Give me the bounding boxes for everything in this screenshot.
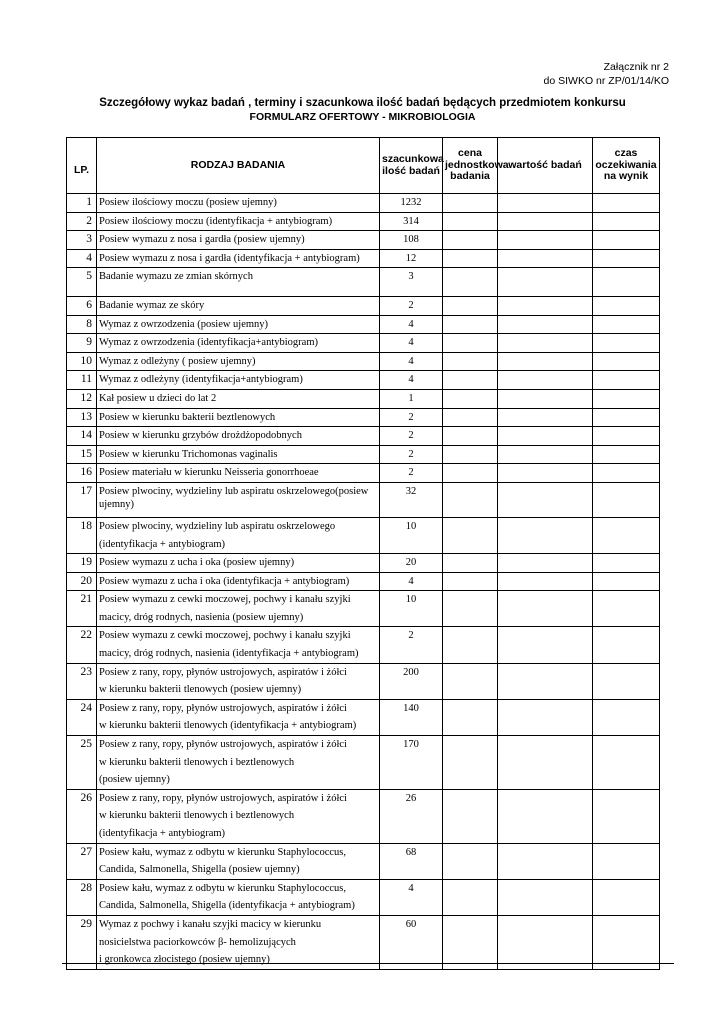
estimated-quantity: 20 bbox=[380, 554, 443, 573]
unit-price-cell[interactable] bbox=[443, 627, 498, 663]
unit-price-cell[interactable] bbox=[443, 482, 498, 517]
exam-description bbox=[97, 389, 380, 408]
exam-description-line: (identyfikacja + antybiogram) bbox=[99, 828, 226, 839]
unit-price-cell[interactable] bbox=[443, 554, 498, 573]
exam-description-line: w kierunku bakterii tlenowych (posiew ujemny) bbox=[99, 684, 302, 696]
row-number: 13 bbox=[67, 408, 97, 427]
exam-description bbox=[97, 464, 380, 483]
table-row bbox=[67, 334, 660, 353]
waiting-time-cell[interactable] bbox=[593, 843, 660, 879]
table-row bbox=[67, 389, 660, 408]
exam-description-line: Posiew wymazu z ucha i oka (posiew ujemny) bbox=[99, 557, 295, 569]
unit-price-cell[interactable] bbox=[443, 699, 498, 735]
table-row bbox=[67, 789, 660, 843]
exam-description-line: Badanie wymazu ze zmian skórnych bbox=[99, 271, 253, 283]
estimated-quantity: 26 bbox=[380, 789, 443, 843]
unit-price-cell[interactable] bbox=[443, 591, 498, 627]
row-number: 12 bbox=[67, 389, 97, 408]
table-row bbox=[67, 663, 660, 699]
exam-description bbox=[97, 249, 380, 268]
total-value-cell[interactable] bbox=[498, 389, 593, 408]
estimated-quantity: 2 bbox=[380, 445, 443, 464]
estimated-quantity: 2 bbox=[380, 296, 443, 315]
exam-description-line: Posiew w kierunku bakterii beztlenowych bbox=[99, 411, 276, 423]
unit-price-cell[interactable] bbox=[443, 389, 498, 408]
table-row bbox=[67, 915, 660, 969]
total-value-cell[interactable] bbox=[498, 371, 593, 390]
row-number: 14 bbox=[67, 427, 97, 446]
waiting-time-cell[interactable] bbox=[593, 554, 660, 573]
table-row bbox=[67, 249, 660, 268]
row-number: 17 bbox=[67, 482, 97, 517]
exam-description-line: Badanie wymaz ze skóry bbox=[99, 299, 205, 311]
estimated-quantity: 4 bbox=[380, 371, 443, 390]
waiting-time-cell[interactable] bbox=[593, 212, 660, 231]
row-number: 16 bbox=[67, 464, 97, 483]
exam-description-line: Wymaz z owrzodzenia (identyfikacja+antybiogram) bbox=[99, 337, 318, 349]
exam-description bbox=[97, 879, 380, 915]
unit-price-cell[interactable] bbox=[443, 352, 498, 371]
exam-description-line: Kał posiew u dzieci do lat 2 bbox=[99, 392, 217, 404]
unit-price-cell[interactable] bbox=[443, 572, 498, 591]
estimated-quantity: 4 bbox=[380, 879, 443, 915]
estimated-quantity: 108 bbox=[380, 231, 443, 250]
estimated-quantity: 68 bbox=[380, 843, 443, 879]
total-value-cell[interactable] bbox=[498, 408, 593, 427]
exam-description bbox=[97, 663, 380, 699]
total-value-cell[interactable] bbox=[498, 699, 593, 735]
unit-price-cell[interactable] bbox=[443, 408, 498, 427]
exam-description bbox=[97, 843, 380, 879]
row-number: 27 bbox=[67, 843, 97, 879]
total-value-cell[interactable] bbox=[498, 352, 593, 371]
waiting-time-cell[interactable] bbox=[593, 879, 660, 915]
waiting-time-cell[interactable] bbox=[593, 663, 660, 699]
row-number: 15 bbox=[67, 445, 97, 464]
estimated-quantity: 170 bbox=[380, 736, 443, 790]
table-row bbox=[67, 231, 660, 250]
row-number: 20 bbox=[67, 572, 97, 591]
total-value-cell[interactable] bbox=[498, 482, 593, 517]
unit-price-cell[interactable] bbox=[443, 663, 498, 699]
unit-price-cell[interactable] bbox=[443, 445, 498, 464]
total-value-cell[interactable] bbox=[498, 572, 593, 591]
exam-description bbox=[97, 789, 380, 843]
exam-description-line: Wymaz z pochwy i kanału szyjki macicy w kierunku bbox=[99, 918, 322, 930]
table-row bbox=[67, 194, 660, 213]
header-value: wartość badań bbox=[498, 138, 593, 194]
estimated-quantity: 3 bbox=[380, 268, 443, 297]
waiting-time-cell[interactable] bbox=[593, 389, 660, 408]
table-row bbox=[67, 879, 660, 915]
exam-description bbox=[97, 427, 380, 446]
waiting-time-cell[interactable] bbox=[593, 464, 660, 483]
total-value-cell[interactable] bbox=[498, 464, 593, 483]
exam-description-line: Posiew ilościowy moczu (identyfikacja + antybiogram) bbox=[99, 215, 333, 227]
table-row bbox=[67, 212, 660, 231]
total-value-cell[interactable] bbox=[498, 194, 593, 213]
total-value-cell[interactable] bbox=[498, 249, 593, 268]
unit-price-cell[interactable] bbox=[443, 843, 498, 879]
exam-description bbox=[97, 408, 380, 427]
exam-description-line: (posiew ujemny) bbox=[99, 774, 170, 786]
unit-price-cell[interactable] bbox=[443, 212, 498, 231]
table-row bbox=[67, 699, 660, 735]
unit-price-cell[interactable] bbox=[443, 789, 498, 843]
exam-description-line: macicy, dróg rodnych, nasienia (identyfikacja + antybiogram) bbox=[99, 648, 359, 660]
unit-price-cell[interactable] bbox=[443, 194, 498, 213]
annex-reference bbox=[544, 60, 669, 88]
row-number: 29 bbox=[67, 915, 97, 969]
row-number: 26 bbox=[67, 789, 97, 843]
exam-description-line: Posiew ilościowy moczu (posiew ujemny) bbox=[99, 197, 277, 208]
waiting-time-cell[interactable] bbox=[593, 408, 660, 427]
exam-description-line: Posiew materiału w kierunku Neisseria gonorrhoeae bbox=[99, 467, 319, 479]
exam-description-line: Posiew wymazu z cewki moczowej, pochwy i kanału szyjki bbox=[99, 594, 351, 606]
exam-description-line: Candida, Salmonella, Shigella (identyfikacja + antybiogram) bbox=[99, 900, 355, 912]
exam-description bbox=[97, 212, 380, 231]
unit-price-cell[interactable] bbox=[443, 879, 498, 915]
table-row bbox=[67, 315, 660, 334]
exam-description-line: w kierunku bakterii tlenowych (identyfikacja + antybiogram) bbox=[99, 720, 357, 732]
exam-description-line: Posiew kału, wymaz z odbytu w kierunku Staphylococcus, bbox=[99, 846, 346, 858]
exam-description-line: Wymaz z odleżyny ( posiew ujemny) bbox=[99, 355, 256, 367]
table-row bbox=[67, 591, 660, 627]
estimated-quantity: 200 bbox=[380, 663, 443, 699]
waiting-time-cell[interactable] bbox=[593, 334, 660, 353]
unit-price-cell[interactable] bbox=[443, 915, 498, 969]
row-number: 19 bbox=[67, 554, 97, 573]
waiting-time-cell[interactable] bbox=[593, 915, 660, 969]
unit-price-cell[interactable] bbox=[443, 517, 498, 553]
total-value-cell[interactable] bbox=[498, 736, 593, 790]
row-number: 10 bbox=[67, 352, 97, 371]
table-header-row bbox=[67, 138, 660, 194]
waiting-time-cell[interactable] bbox=[593, 427, 660, 446]
exam-description-line: Posiew wymazu z cewki moczowej, pochwy i kanału szyjki bbox=[99, 630, 351, 642]
exam-description bbox=[97, 517, 380, 553]
table-row bbox=[67, 352, 660, 371]
exam-description-line: (identyfikacja + antybiogram) bbox=[99, 538, 226, 550]
exam-description bbox=[97, 268, 380, 297]
table-row bbox=[67, 736, 660, 790]
exam-description-line: Posiew kału, wymaz z odbytu w kierunku Staphylococcus, bbox=[99, 882, 346, 894]
row-number: 5 bbox=[67, 268, 97, 297]
row-number: 28 bbox=[67, 879, 97, 915]
exam-description bbox=[97, 572, 380, 591]
unit-price-cell[interactable] bbox=[443, 464, 498, 483]
exam-description-line: Posiew w kierunku grzybów drożdżopodobnych bbox=[99, 430, 302, 442]
total-value-cell[interactable] bbox=[498, 915, 593, 969]
exam-description-line: Posiew plwociny, wydzieliny lub aspiratu oskrzelowego bbox=[99, 520, 336, 532]
total-value-cell[interactable] bbox=[498, 296, 593, 315]
exam-description bbox=[97, 591, 380, 627]
estimated-quantity: 10 bbox=[380, 591, 443, 627]
total-value-cell[interactable] bbox=[498, 591, 593, 627]
waiting-time-cell[interactable] bbox=[593, 194, 660, 213]
total-value-cell[interactable] bbox=[498, 315, 593, 334]
estimated-quantity: 12 bbox=[380, 249, 443, 268]
exam-description bbox=[97, 554, 380, 573]
exam-description bbox=[97, 627, 380, 663]
total-value-cell[interactable] bbox=[498, 843, 593, 879]
estimated-quantity: 32 bbox=[380, 482, 443, 517]
annex-number: Załącznik nr 2 bbox=[603, 61, 669, 73]
estimated-quantity: 60 bbox=[380, 915, 443, 969]
row-number: 4 bbox=[67, 249, 97, 268]
total-value-cell[interactable] bbox=[498, 445, 593, 464]
total-value-cell[interactable] bbox=[498, 517, 593, 553]
row-number: 3 bbox=[67, 231, 97, 250]
estimated-quantity: 2 bbox=[380, 464, 443, 483]
table-row bbox=[67, 464, 660, 483]
estimated-quantity: 2 bbox=[380, 408, 443, 427]
row-number: 9 bbox=[67, 334, 97, 353]
table-row bbox=[67, 554, 660, 573]
total-value-cell[interactable] bbox=[498, 427, 593, 446]
exam-description bbox=[97, 231, 380, 250]
total-value-cell[interactable] bbox=[498, 879, 593, 915]
table-row bbox=[67, 427, 660, 446]
estimated-quantity: 2 bbox=[380, 427, 443, 446]
exam-description bbox=[97, 334, 380, 353]
exam-description bbox=[97, 482, 380, 517]
table-row bbox=[67, 445, 660, 464]
exam-description-line: i gronkowca złocistego (posiew ujemny) bbox=[99, 954, 270, 966]
unit-price-cell[interactable] bbox=[443, 249, 498, 268]
estimated-quantity: 4 bbox=[380, 315, 443, 334]
table-row bbox=[67, 482, 660, 517]
total-value-cell[interactable] bbox=[498, 268, 593, 297]
table-row bbox=[67, 371, 660, 390]
waiting-time-cell[interactable] bbox=[593, 352, 660, 371]
exam-description bbox=[97, 445, 380, 464]
exam-description-line: w kierunku bakterii tlenowych i beztlenowych bbox=[99, 810, 295, 822]
row-number: 25 bbox=[67, 736, 97, 790]
estimated-quantity: 2 bbox=[380, 627, 443, 663]
table-row bbox=[67, 408, 660, 427]
exam-description-line: Posiew wymazu z nosa i gardła (posiew ujemny) bbox=[99, 234, 305, 246]
total-value-cell[interactable] bbox=[498, 212, 593, 231]
estimated-quantity: 10 bbox=[380, 517, 443, 553]
waiting-time-cell[interactable] bbox=[593, 315, 660, 334]
total-value-cell[interactable] bbox=[498, 231, 593, 250]
bottom-rule bbox=[62, 963, 674, 964]
row-number: 22 bbox=[67, 627, 97, 663]
exam-description-line: Posiew z rany, ropy, płynów ustrojowych, aspiratów i żółci bbox=[99, 702, 347, 714]
row-number: 18 bbox=[67, 517, 97, 553]
exam-description-line: Posiew z rany, ropy, płynów ustrojowych, aspiratów i żółci bbox=[99, 666, 347, 678]
exam-description-line: w kierunku bakterii tlenowych i beztlenowych bbox=[99, 756, 295, 768]
waiting-time-cell[interactable] bbox=[593, 445, 660, 464]
exam-description-line: Candida, Salmonella, Shigella (posiew ujemny) bbox=[99, 864, 300, 876]
row-number: 11 bbox=[67, 371, 97, 390]
document-title: Szczegółowy wykaz badań , terminy i szacunkowa ilość badań będących przedmiotem konkursu bbox=[99, 97, 626, 109]
table-row bbox=[67, 843, 660, 879]
waiting-time-cell[interactable] bbox=[593, 572, 660, 591]
exam-description bbox=[97, 296, 380, 315]
exam-description-line: Posiew wymazu z nosa i gardła (identyfikacja + antybiogram) bbox=[99, 252, 360, 264]
exam-description-line: Wymaz z owrzodzenia (posiew ujemny) bbox=[99, 318, 269, 330]
estimated-quantity: 4 bbox=[380, 334, 443, 353]
header-qty: szacunkowa ilość badań bbox=[380, 138, 443, 194]
table-row bbox=[67, 296, 660, 315]
row-number: 21 bbox=[67, 591, 97, 627]
waiting-time-cell[interactable] bbox=[593, 371, 660, 390]
row-number: 6 bbox=[67, 296, 97, 315]
waiting-time-cell[interactable] bbox=[593, 249, 660, 268]
waiting-time-cell[interactable] bbox=[593, 627, 660, 663]
document-subtitle: FORMULARZ OFERTOWY - MIKROBIOLOGIA bbox=[249, 111, 476, 123]
estimated-quantity: 1 bbox=[380, 389, 443, 408]
waiting-time-cell[interactable] bbox=[593, 517, 660, 553]
exam-description bbox=[97, 371, 380, 390]
total-value-cell[interactable] bbox=[498, 789, 593, 843]
exam-description-line: nosicielstwa paciorkowców β- hemolizujących bbox=[99, 936, 296, 948]
estimated-quantity: 4 bbox=[380, 352, 443, 371]
table-row bbox=[67, 627, 660, 663]
unit-price-cell[interactable] bbox=[443, 736, 498, 790]
exam-description-line: Posiew w kierunku Trichomonas vaginalis bbox=[99, 448, 278, 460]
table-row bbox=[67, 517, 660, 553]
row-number: 23 bbox=[67, 663, 97, 699]
unit-price-cell[interactable] bbox=[443, 334, 498, 353]
exam-description bbox=[97, 915, 380, 969]
header-type: RODZAJ BADANIA bbox=[97, 138, 380, 194]
waiting-time-cell[interactable] bbox=[593, 591, 660, 627]
waiting-time-cell[interactable] bbox=[593, 699, 660, 735]
table-row bbox=[67, 572, 660, 591]
exam-description-line: Posiew z rany, ropy, płynów ustrojowych, aspiratów i żółci bbox=[99, 792, 347, 804]
table-row bbox=[67, 268, 660, 297]
exam-description-line: Wymaz z odleżyny (identyfikacja+antybiogram) bbox=[99, 374, 303, 386]
annex-siwko: do SIWKO nr ZP/01/14/KO bbox=[543, 75, 669, 87]
exam-description-line: Posiew wymazu z ucha i oka (identyfikacja + antybiogram) bbox=[99, 575, 350, 587]
exam-description bbox=[97, 699, 380, 735]
exam-description-line: Posiew z rany, ropy, płynów ustrojowych, aspiratów i żółci bbox=[99, 739, 347, 751]
exam-description bbox=[97, 736, 380, 790]
exam-description bbox=[97, 194, 380, 213]
waiting-time-cell[interactable] bbox=[593, 482, 660, 517]
offer-table bbox=[66, 137, 660, 970]
row-number: 24 bbox=[67, 699, 97, 735]
row-number: 2 bbox=[67, 212, 97, 231]
exam-description-line: macicy, dróg rodnych, nasienia (posiew ujemny) bbox=[99, 611, 304, 623]
header-price: cena jednostkowa badania bbox=[443, 138, 498, 194]
exam-description bbox=[97, 315, 380, 334]
total-value-cell[interactable] bbox=[498, 663, 593, 699]
unit-price-cell[interactable] bbox=[443, 231, 498, 250]
waiting-time-cell[interactable] bbox=[593, 268, 660, 297]
waiting-time-cell[interactable] bbox=[593, 789, 660, 843]
total-value-cell[interactable] bbox=[498, 334, 593, 353]
row-number: 8 bbox=[67, 315, 97, 334]
estimated-quantity: 314 bbox=[380, 212, 443, 231]
estimated-quantity: 140 bbox=[380, 699, 443, 735]
unit-price-cell[interactable] bbox=[443, 371, 498, 390]
estimated-quantity: 4 bbox=[380, 572, 443, 591]
header-time: czas oczekiwania na wynik bbox=[593, 138, 660, 194]
unit-price-cell[interactable] bbox=[443, 296, 498, 315]
unit-price-cell[interactable] bbox=[443, 268, 498, 297]
total-value-cell[interactable] bbox=[498, 627, 593, 663]
waiting-time-cell[interactable] bbox=[593, 231, 660, 250]
exam-description bbox=[97, 352, 380, 371]
total-value-cell[interactable] bbox=[498, 554, 593, 573]
unit-price-cell[interactable] bbox=[443, 315, 498, 334]
waiting-time-cell[interactable] bbox=[593, 736, 660, 790]
unit-price-cell[interactable] bbox=[443, 427, 498, 446]
waiting-time-cell[interactable] bbox=[593, 296, 660, 315]
exam-description-line: Posiew plwociny, wydzieliny lub aspiratu oskrzelowego(posiew ujemny) bbox=[99, 485, 369, 510]
header-lp: LP. bbox=[67, 138, 97, 194]
estimated-quantity: 1232 bbox=[380, 194, 443, 213]
row-number: 1 bbox=[67, 194, 97, 213]
